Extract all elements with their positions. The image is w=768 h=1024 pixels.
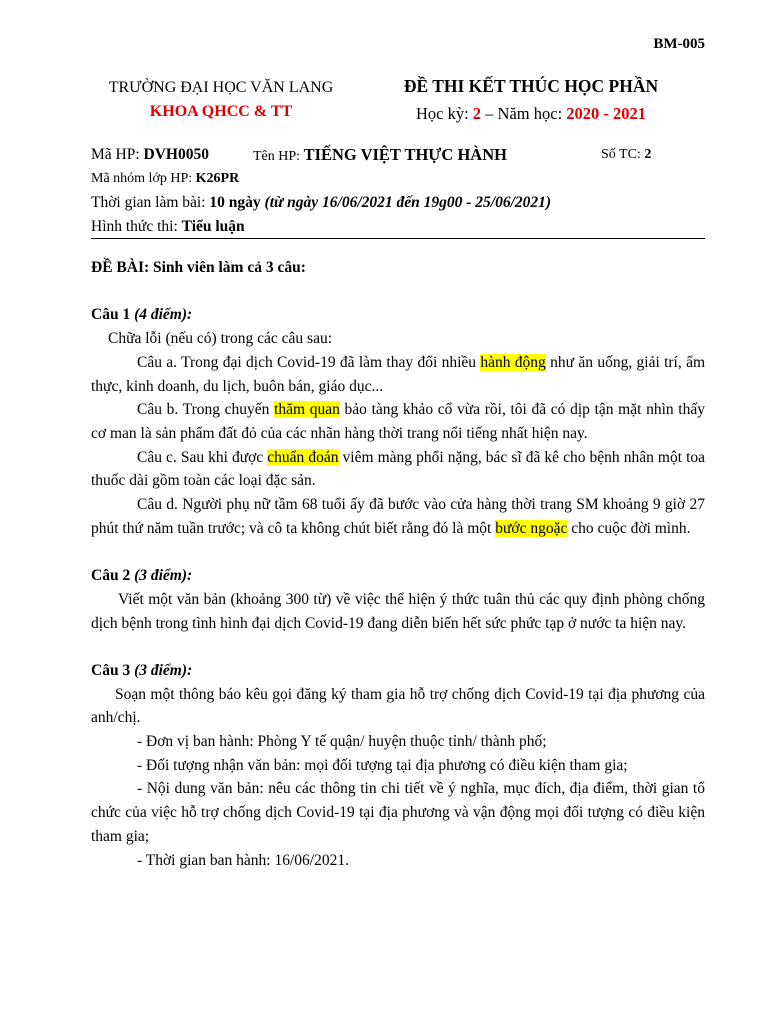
course-info xyxy=(91,143,705,239)
semester-label: Học kỳ: xyxy=(415,104,473,123)
exam-body xyxy=(91,256,705,872)
q1c-text-end: viêm màng phổi nặng, bác sĩ đã kê cho bệnh nhân một toa thuốc dài gồm toàn các loại đặc sản. xyxy=(91,448,706,490)
q1c-highlight: chuẩn đoán xyxy=(267,448,339,466)
question-3-bullet: - Đối tượng nhận văn bản: mọi đối tượng tại địa phương có điều kiện tham gia; xyxy=(137,756,628,774)
question-1c xyxy=(91,446,705,493)
question-3-label: Câu 3 xyxy=(91,661,131,679)
format-label: Hình thức thi: xyxy=(91,218,182,235)
q1a-text-end: như ăn uống, giải trí, ẩm thực, kinh doanh, du lịch, buôn bán, giáo dục... xyxy=(91,353,705,395)
semester-line xyxy=(381,100,681,127)
q1d-text-end: cho cuộc đời mình. xyxy=(567,519,691,537)
q1d-text: Câu d. Người phụ nữ tầm 68 tuổi ấy đã bước vào cửa hàng thời trang SM khoảng 9 giờ 27 phút thứ năm tuần trước; và cô ta không chút biết rằng đó là một xyxy=(91,496,705,537)
header-divider xyxy=(91,238,705,239)
faculty-name: KHOA QHCC & TT xyxy=(149,103,293,120)
question-2-text: Viết một văn bản (khoảng 300 từ) về việc thể hiện ý thức tuân thủ các quy định phòng chống dịch bệnh trong tình hình đại dịch Covid-19 đang diễn biến hết sức phức tạp ở nước ta hiện nay. xyxy=(91,590,705,632)
course-code-field xyxy=(91,146,209,163)
question-1a xyxy=(91,351,705,398)
q1b-highlight: thăm quan xyxy=(274,401,340,419)
question-1-heading xyxy=(91,303,705,327)
course-name: TIẾNG VIỆT THỰC HÀNH xyxy=(303,145,507,164)
group-label: Mã nhóm lớp HP: xyxy=(91,171,196,186)
form-code: BM-005 xyxy=(653,36,705,52)
course-name-field xyxy=(253,143,507,169)
q1b-text: Câu b. Trong chuyến xyxy=(137,401,275,419)
question-1-label: Câu 1 xyxy=(91,306,131,324)
question-3-bullet: - Nội dung văn bản: nêu các thông tin chi tiết về ý nghĩa, mục đích, địa điểm, thời gian tổ chức của việc hỗ trợ chống dịch Covid-19 tại địa phương và vận động mọi đối tượng có điều kiện tham gia; xyxy=(91,780,705,845)
duration-row xyxy=(91,191,705,215)
course-name-label: Tên HP: xyxy=(253,149,304,164)
credits-field xyxy=(601,143,651,167)
credits-label: Số TC: xyxy=(601,147,645,162)
q1a-highlight: hành động xyxy=(480,353,546,371)
question-1d xyxy=(91,493,705,540)
university-name: TRƯỜNG ĐẠI HỌC VĂN LANG xyxy=(108,79,334,96)
course-code: DVH0050 xyxy=(143,146,209,163)
semester-value: 2 xyxy=(472,104,482,123)
question-1-prompt: Chữa lỗi (nếu có) trong các câu sau: xyxy=(108,330,333,348)
institution-block xyxy=(91,76,351,124)
question-3-heading xyxy=(91,659,705,683)
q1a-text: Câu a. Trong đại dịch Covid-19 đã làm thay đổi nhiều xyxy=(137,353,481,371)
group-row xyxy=(91,167,705,191)
question-3-points: (3 điểm): xyxy=(130,661,193,679)
duration-value: 10 ngày xyxy=(209,194,261,211)
course-row xyxy=(91,143,705,167)
year-value: 2020 - 2021 xyxy=(566,104,647,123)
duration-range: (từ ngày 16/06/2021 đến 19g00 - 25/06/2021) xyxy=(264,194,552,211)
q1d-highlight: bước ngoặc xyxy=(495,519,568,537)
question-2-points: (3 điểm): xyxy=(130,567,193,585)
question-1-points: (4 điểm): xyxy=(130,306,193,324)
assignment-title: ĐỀ BÀI: Sinh viên làm cả 3 câu: xyxy=(91,259,306,276)
q1c-text: Câu c. Sau khi được xyxy=(137,448,268,466)
question-3-text: Soạn một thông báo kêu gọi đăng ký tham gia hỗ trợ chống dịch Covid-19 tại địa phương của anh/chị. xyxy=(91,685,705,727)
format-row xyxy=(91,215,705,239)
group-value: K26PR xyxy=(195,171,240,186)
q1b-text-end: bảo tàng khảo cổ vừa rồi, tôi đã có dịp tận mặt nhìn thấy cơ man là sản phẩm đất đỏ của các nhãn hàng thời trang nổi tiếng nhất hiện nay. xyxy=(91,401,705,442)
question-2-label: Câu 2 xyxy=(91,567,131,585)
question-1b xyxy=(91,398,705,445)
duration-label: Thời gian làm bài: xyxy=(91,194,210,211)
page-content xyxy=(91,0,705,1024)
format-value: Tiểu luận xyxy=(181,218,245,235)
credits-value: 2 xyxy=(644,147,652,162)
question-2-heading xyxy=(91,564,705,588)
exam-title-block xyxy=(381,73,681,127)
question-3-bullet: - Thời gian ban hành: 16/06/2021. xyxy=(137,851,349,869)
course-code-label: Mã HP: xyxy=(91,146,144,163)
question-3-bullet: - Đơn vị ban hành: Phòng Y tế quận/ huyện thuộc tỉnh/ thành phố; xyxy=(137,733,547,751)
exam-title: ĐỀ THI KẾT THÚC HỌC PHẦN xyxy=(403,76,659,96)
year-label: – Năm học: xyxy=(481,104,567,123)
